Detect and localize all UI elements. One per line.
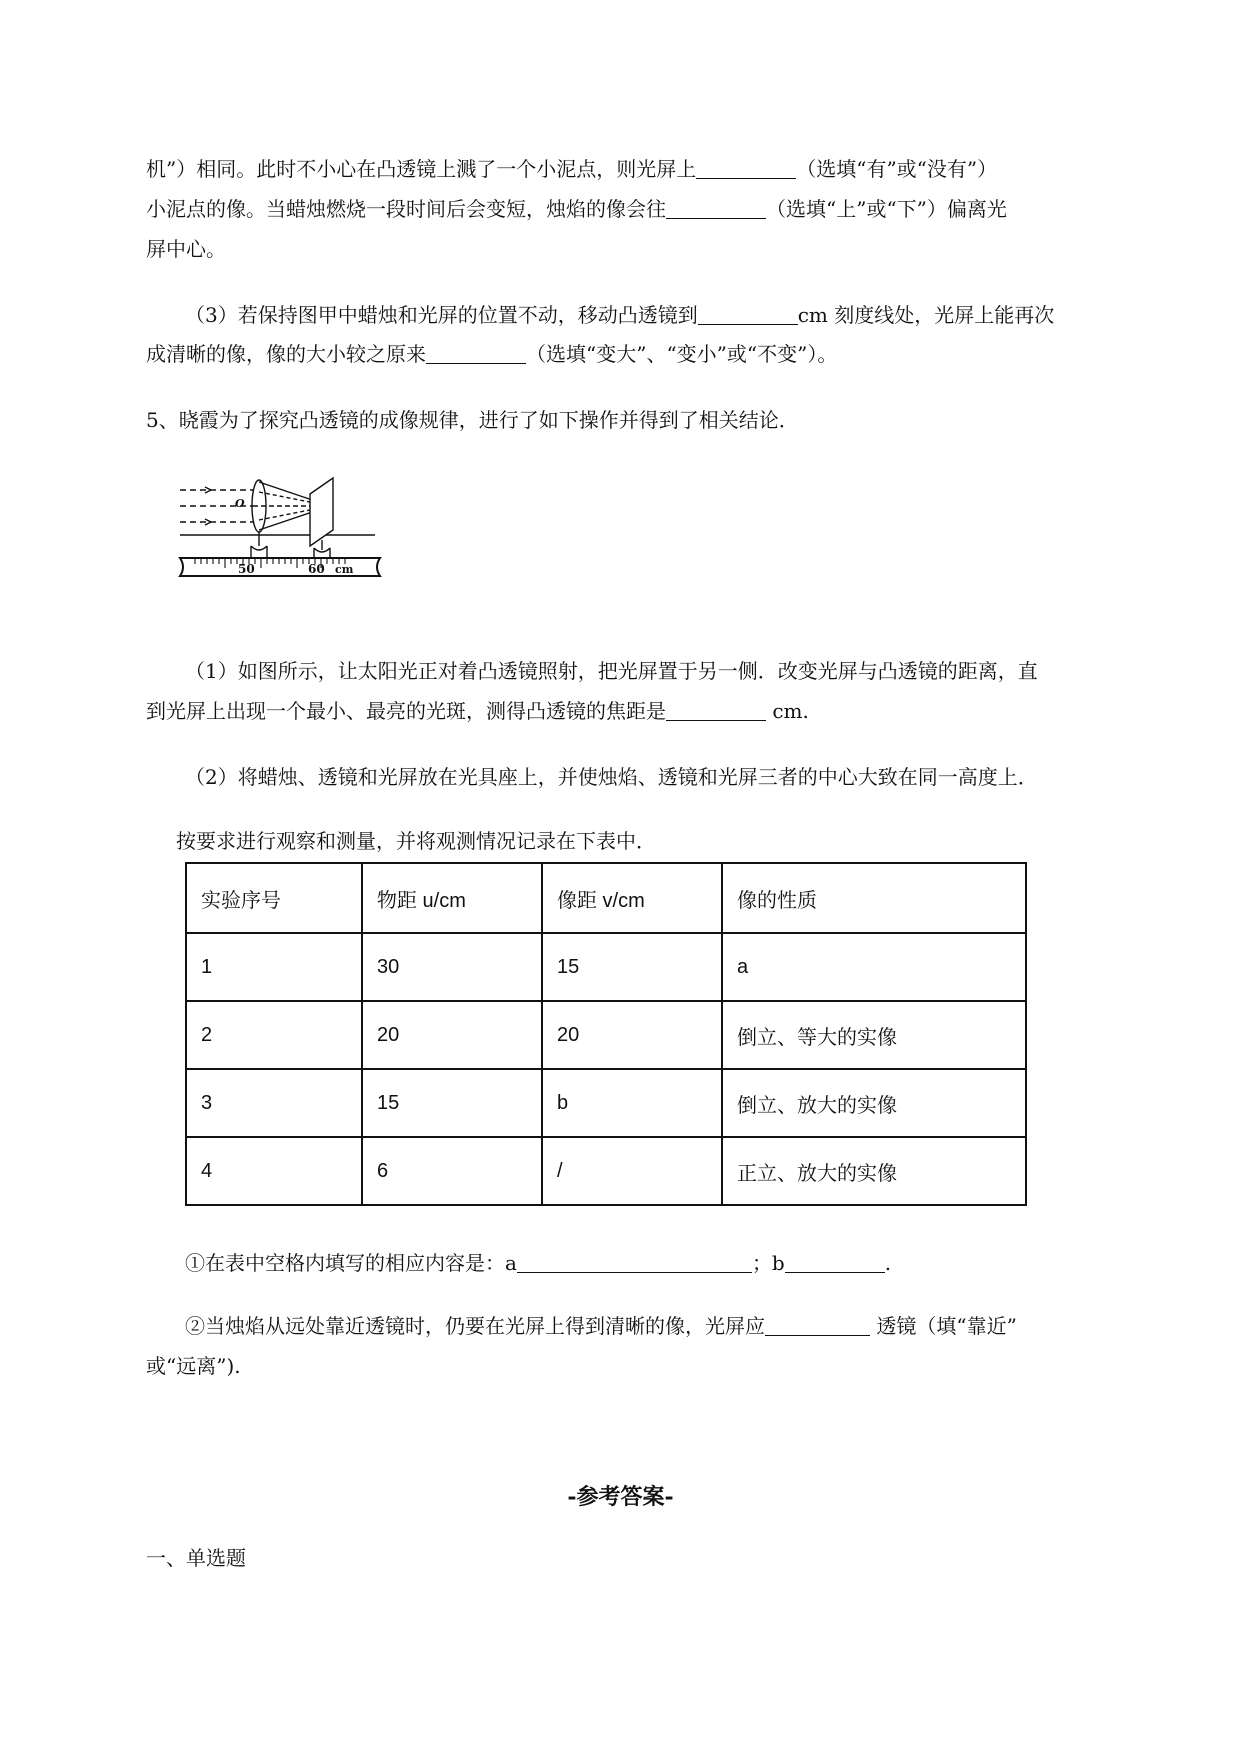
table-cell: 20 bbox=[362, 1001, 542, 1069]
table-cell: 20 bbox=[542, 1001, 722, 1069]
observation-table bbox=[185, 862, 1027, 1206]
para-a-text: （选填“上”或“下”）偏离光 bbox=[766, 197, 1007, 221]
answer-blank-b[interactable] bbox=[785, 1250, 885, 1273]
q3-text: cm 刻度线处，光屏上能再次 bbox=[797, 303, 1055, 327]
table-row bbox=[186, 1069, 1026, 1137]
table-cell: 倒立、等大的实像 bbox=[722, 1001, 1026, 1069]
table-row bbox=[186, 933, 1026, 1001]
s1-text: cm. bbox=[766, 699, 809, 723]
table-cell: 3 bbox=[186, 1069, 362, 1137]
answer-blank[interactable] bbox=[666, 698, 766, 721]
light-screen bbox=[310, 478, 333, 546]
answer-blank[interactable] bbox=[765, 1313, 870, 1336]
table-cell: / bbox=[542, 1137, 722, 1205]
table-cell: a bbox=[722, 933, 1026, 1001]
table-cell: 倒立、放大的实像 bbox=[722, 1069, 1026, 1137]
fill-text: . bbox=[884, 1251, 892, 1275]
table-cell: 4 bbox=[186, 1137, 362, 1205]
answer-blank-a[interactable] bbox=[517, 1250, 752, 1273]
para-a-line-3: 屏中心。 bbox=[146, 237, 226, 261]
table-cell: 2 bbox=[186, 1001, 362, 1069]
para-a-line-1 bbox=[146, 154, 997, 184]
scale-label-50: 50 bbox=[238, 562, 255, 576]
s2-line-1: （2）将蜡烛、透镜和光屏放在光具座上，并使烛焰、透镜和光屏三者的中心大致在同一高度上． bbox=[185, 765, 1038, 789]
table-cell: 6 bbox=[362, 1137, 542, 1205]
q3-line-1 bbox=[185, 300, 1054, 330]
q3-line-2 bbox=[146, 339, 837, 369]
q2b-text: 透镜（填“靠近” bbox=[870, 1314, 1017, 1338]
para-a-text: 机”）相同。此时不小心在凸透镜上溅了一个小泥点，则光屏上 bbox=[146, 157, 697, 181]
q2b-line-1 bbox=[185, 1311, 1017, 1341]
answer-blank[interactable] bbox=[696, 156, 796, 179]
table-header-cell: 像的性质 bbox=[722, 863, 1026, 933]
s1-line-1: （1）如图所示，让太阳光正对着凸透镜照射，把光屏置于另一侧．改变光屏与凸透镜的距离，直 bbox=[185, 659, 1038, 683]
table-header-cell: 实验序号 bbox=[186, 863, 362, 933]
para-a-line-2 bbox=[146, 194, 1007, 224]
q3-text: （3）若保持图甲中蜡烛和光屏的位置不动，移动凸透镜到 bbox=[185, 303, 698, 327]
s2-line-2: 按要求进行观察和测量，并将观测情况记录在下表中． bbox=[176, 829, 656, 853]
answers-title: -参考答案- bbox=[567, 1484, 674, 1510]
q3-text: 成清晰的像，像的大小较之原来 bbox=[146, 342, 426, 366]
answer-blank[interactable] bbox=[426, 341, 526, 364]
para-a-text: （选填“有”或“没有”） bbox=[796, 157, 998, 181]
table-cell: 15 bbox=[362, 1069, 542, 1137]
lens-experiment-figure bbox=[175, 460, 425, 600]
section-heading: 一、单选题 bbox=[146, 1546, 246, 1570]
table-header-cell: 物距 u/cm bbox=[362, 863, 542, 933]
table-header-cell: 像距 v/cm bbox=[542, 863, 722, 933]
q3-text: （选填“变大”、“变小”或“不变”）。 bbox=[526, 342, 838, 366]
scale-label-60: 60 bbox=[308, 562, 325, 576]
table-cell: 15 bbox=[542, 933, 722, 1001]
table-cell: 正立、放大的实像 bbox=[722, 1137, 1026, 1205]
table-row bbox=[186, 1001, 1026, 1069]
q5-intro: 5、晓霞为了探究凸透镜的成像规律，进行了如下操作并得到了相关结论． bbox=[146, 408, 799, 432]
answer-blank[interactable] bbox=[698, 302, 798, 325]
answer-blank[interactable] bbox=[666, 196, 766, 219]
scale-unit: cm bbox=[335, 563, 354, 576]
table-row bbox=[186, 1137, 1026, 1205]
s1-text: 到光屏上出现一个最小、最亮的光斑，测得凸透镜的焦距是 bbox=[146, 699, 666, 723]
q2b-text: ②当烛焰从远处靠近透镜时，仍要在光屏上得到清晰的像，光屏应 bbox=[185, 1314, 765, 1338]
lens-holder-clamp bbox=[251, 546, 267, 550]
table-cell: 30 bbox=[362, 933, 542, 1001]
fill-text: ①在表中空格内填写的相应内容是：a bbox=[185, 1251, 517, 1275]
fill-line bbox=[185, 1248, 891, 1278]
fill-text: ；b bbox=[751, 1251, 785, 1275]
table-cell: b bbox=[542, 1069, 722, 1137]
lens-center-label: O bbox=[235, 497, 245, 510]
table-header-row bbox=[186, 863, 1026, 933]
table-cell: 1 bbox=[186, 933, 362, 1001]
q2b-line-2: 或“远离”). bbox=[146, 1354, 241, 1378]
para-a-text: 小泥点的像。当蜡烛燃烧一段时间后会变短，烛焰的像会往 bbox=[146, 197, 666, 221]
s1-line-2 bbox=[146, 696, 809, 726]
